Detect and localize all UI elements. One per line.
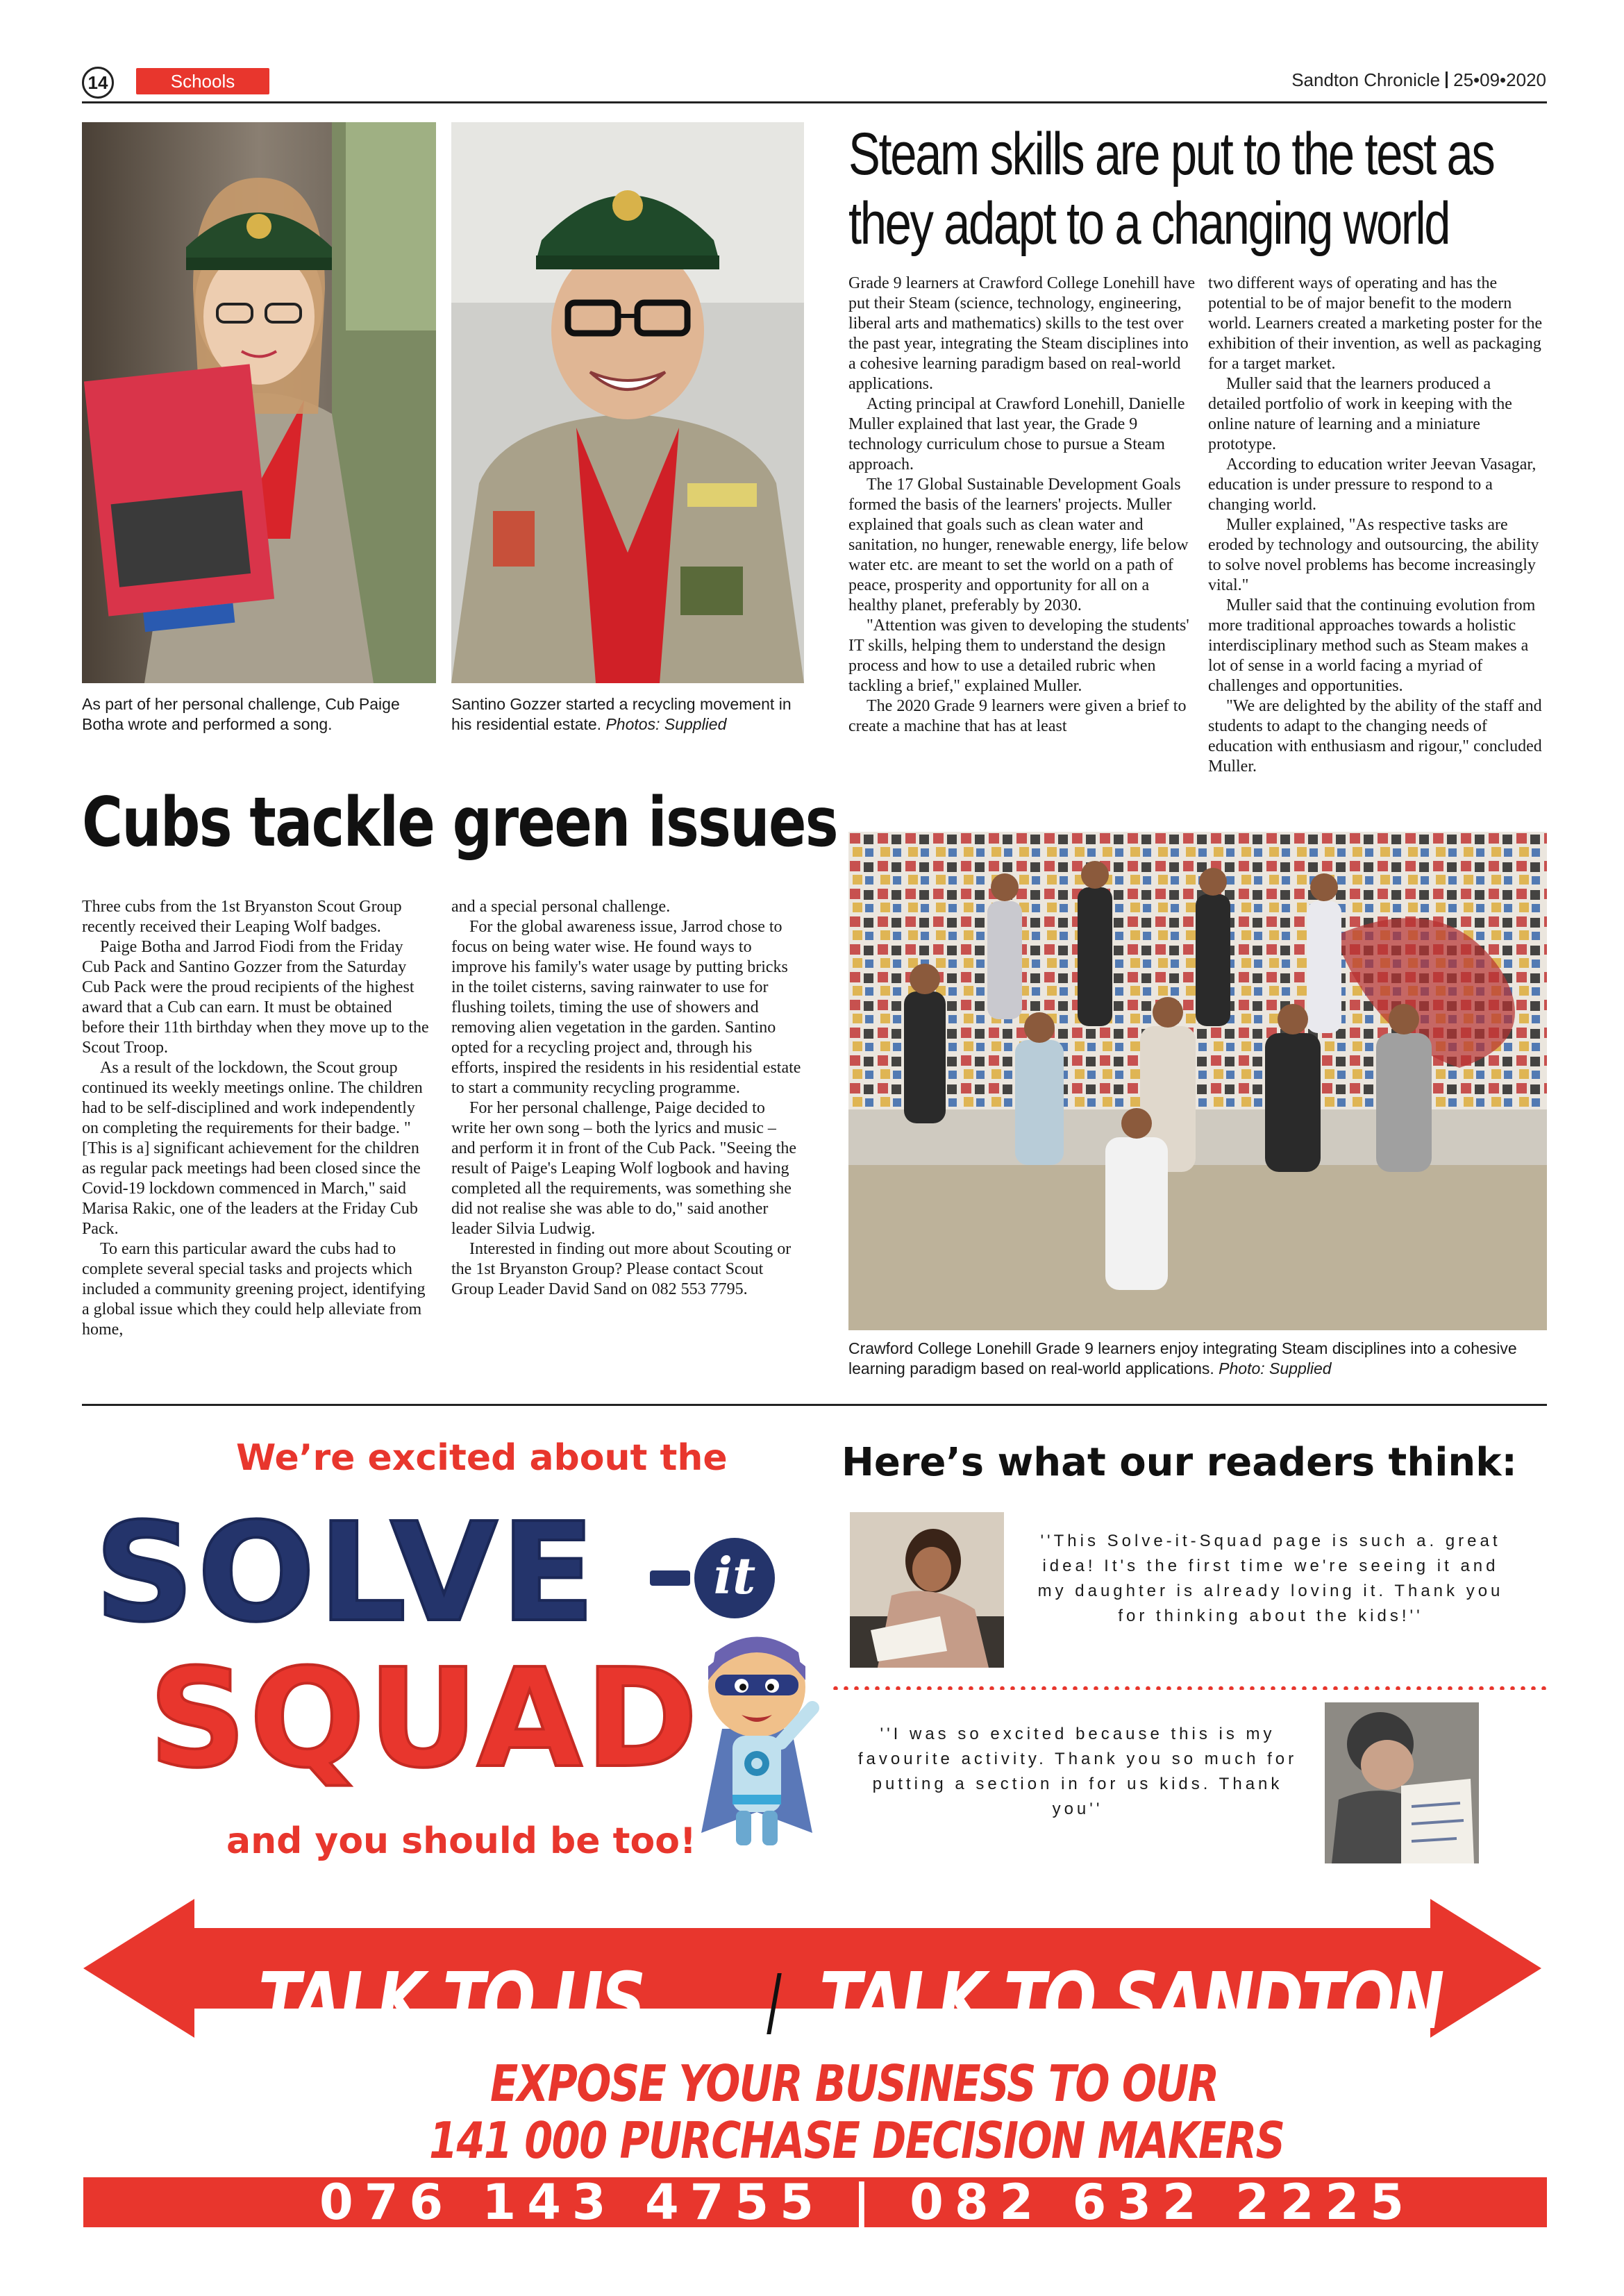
steam-headline [848,119,1548,258]
cubs-paragraph: As a result of the lockdown, the Scout group continued its weekly meetings online. The children had to be self-disciplined and work independently on completing the requirements for their badge. "[This is a] significant achievement for the children as regular pack meetings had been closed since the Covid-19 lockdown commenced in March," said Marisa Rakic, one of the leaders at the Friday Cub Pack. [82,1059,423,1238]
steam-paragraph: Muller said that the learners produced a detailed portfolio of work in keeping with the online nature of learning and a miniature prototype. [1208,375,1512,453]
solve-ad-word-solve: SOLVE [94,1494,598,1652]
caption-crawford-text: Crawford College Lonehill Grade 9 learners enjoy integrating Steam disciplines into a cohesive learning paradigm based on real-world applications. [848,1339,1517,1377]
cubs-paragraph: Paige Botha and Jarrod Fiodi from the Friday Cub Pack and Santino Gozzer from the Saturday Cub Pack were the proud recipients of the highest award that a Cub can earn. It must be obtained before their 11th birthday when they move up to the Scout Troop. [82,938,429,1057]
cubs-column-1 [82,897,429,1340]
reader-quote-2: ''I was so excited because this is my favourite activity. Thank you so much for putting a section in for us kids. Thank you'' [857,1725,1298,1818]
photo-paige-botha [82,122,436,683]
talk-to-sandton-text: TALK TO SANDTON [819,1956,1443,2047]
steam-paragraph: two different ways of operating and has the potential to be of major benefit to the modern world. Learners created a marketing poster for the exhibition of their invention, as well as packaging for a target market. [1208,274,1543,373]
expose-line-2: 141 000 PURCHASE DECISION MAKERS [429,2111,1284,2170]
steam-paragraph: "Attention was given to developing the students' IT skills, helping them to understand the design process and how to use a detailed rubric when tackling a brief," explained Muller. [848,617,1189,695]
phone-numbers[interactable]: 076 143 4755 | 082 632 2225 [319,2174,1415,2231]
reader-quote-1: ''This Solve-it-Squad page is such a. great idea! It's the first time we're seeing it and my daughter is already loving it. Thank you for thinking about the kids!'' [1037,1532,1504,1625]
solve-ad-bottom-line: and you should be too! [226,1820,696,1862]
masthead-separator [1446,72,1448,88]
talk-to-us-text: TALK TO US [258,1956,644,2047]
cubs-paragraph: For the global awareness issue, Jarrod chose to focus on being water wise. He found ways to improve his family's water usage by putting bricks in the toilet cisterns, saving rainwater to use for flushing toilets, timing the use of showers and removing alien vegetation in the garden. Santino opted for a recycling project and, through his efforts, inspired the residents in his residential estate to start a community recycling programme. [451,918,801,1097]
steam-column-1 [848,274,1196,737]
solve-ad-word-squad: SQUAD [149,1640,701,1798]
steam-paragraph: Muller said that the continuing evolution from more traditional approaches towards a holistic interdisciplinary method such as Steam makes a lot of sense in a world facing a myriad of challenges and opportunities. [1208,596,1536,695]
steam-headline-line-1: Steam skills are put to the test as [848,121,1494,187]
steam-paragraph: The 17 Global Sustainable Development Goals formed the basis of the learners' projects. Muller explained that goals such as clean water and sanitation, no hunger, renewable energy, life below water etc. are meant to set the world on a path of peace, prosperity and opportunity for all on a healthy planet, preferably by 2030. [848,476,1189,614]
caption-santino [451,694,812,735]
photo-reader-girl [850,1512,1004,1668]
steam-paragraph: Grade 9 learners at Crawford College Lonehill have put their Steam (science, technology, engineering, liberal arts and mathematics) skills to the test over the past year, integrating the Steam disciplines into a cohesive learning paradigm based on real-world applications. [848,274,1196,393]
solve-ad-dash [650,1570,690,1586]
caption-crawford [848,1339,1550,1379]
superhero-icon [694,1625,819,1854]
caption-santino-credit: Photos: Supplied [605,715,727,733]
solve-ad-top-line: We’re excited about the [236,1437,728,1479]
steam-paragraph: Muller explained, "As respective tasks are eroded by technology and outsourcing, the ability to solve novel problems has become increasingly vital." [1208,516,1539,594]
section-tab[interactable]: Schools [136,68,269,94]
photo-santino-gozzer-image [451,122,804,683]
photo-santino-gozzer [451,122,804,683]
header-rule [82,101,1547,103]
caption-crawford-credit: Photo: Supplied [1219,1359,1332,1377]
issue-date: 25•09•2020 [1453,69,1546,90]
steam-paragraph: "We are delighted by the ability of the staff and students to adapt to the changing needs of education with enthusiasm and rigour," concluded Muller. [1208,697,1542,776]
steam-column-2 [1208,274,1546,777]
photo-reader-child [1325,1702,1479,1863]
cubs-paragraph: Three cubs from the 1st Bryanston Scout Group recently received their Leaping Wolf badges. [82,898,402,936]
steam-paragraph: According to education writer Jeevan Vasagar, education is under pressure to respond to a changing world. [1208,455,1537,514]
expose-line-1: EXPOSE YOUR BUSINESS TO OUR [490,2054,1219,2113]
page-number: 14 [82,67,114,99]
superhero-mascot [694,1625,819,1854]
photo-crawford-learners-image [848,832,1547,1330]
steam-paragraph: The 2020 Grade 9 learners were given a brief to create a machine that has at least [848,697,1187,735]
caption-paige: As part of her personal challenge, Cub Paige Botha wrote and performed a song. [82,695,400,733]
photo-paige-botha-image [82,122,436,683]
cubs-headline: Cubs tackle green issues [82,783,837,862]
cubs-paragraph: and a special personal challenge. [451,898,671,916]
publication-name: Sandton Chronicle [1291,69,1441,90]
steam-paragraph: Acting principal at Crawford Lonehill, Danielle Muller explained that last year, the Grade 9 technology curriculum chose to pursue a Steam approach. [848,395,1185,474]
masthead [1291,69,1546,91]
solve-ad-it-badge: it [694,1538,775,1618]
readers-heading: Here’s what our readers think: [842,1440,1517,1485]
dotted-divider [830,1686,1547,1690]
photo-crawford-learners [848,832,1547,1330]
section-divider [82,1404,1547,1406]
cubs-paragraph: To earn this particular award the cubs had to complete several special tasks and projects which included a community greening project, identifying a global issue which they could help alleviate from home, [82,1240,426,1339]
photo-reader-child-image [1325,1702,1479,1863]
caption-santino-text: Santino Gozzer started a recycling movement in his residential estate. [451,695,792,733]
photo-reader-girl-image [850,1512,1004,1668]
cubs-paragraph: Interested in finding out more about Scouting or the 1st Bryanston Group? Please contact Scout Group Leader David Sand on 082 553 7795. [451,1240,792,1298]
steam-headline-line-2: they adapt to a changing world [848,190,1450,257]
cubs-column-2 [451,897,803,1300]
cubs-paragraph: For her personal challenge, Paige decided to write her own song – both the lyrics and music – and perform it in front of the Cub Pack. "Seeing the result of Paige's Leaping Wolf logbook and having completed all the requirements, was something she did not realise she was able to do," said another leader Silvia Ludwig. [451,1099,797,1238]
